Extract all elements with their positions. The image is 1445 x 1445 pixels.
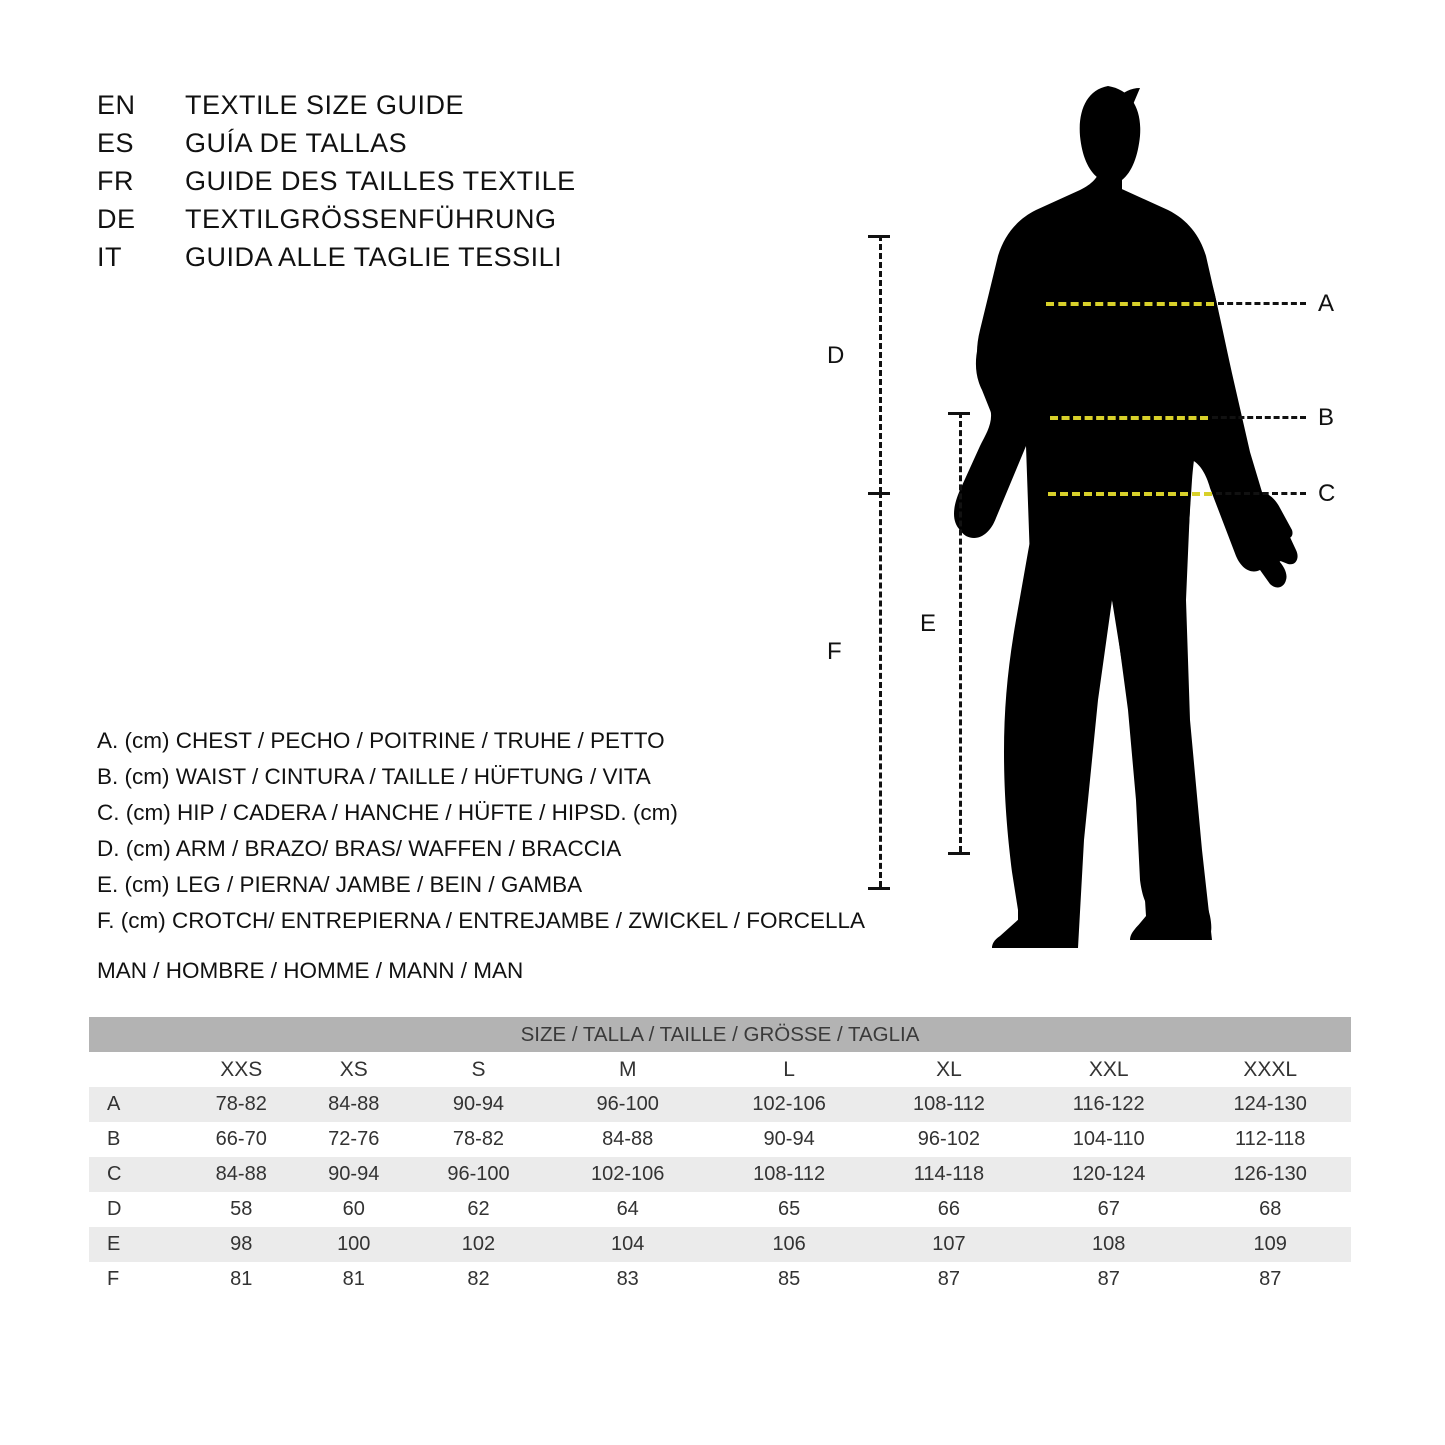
measurement-legend — [97, 723, 887, 939]
cell-f-xxxl: 87 — [1189, 1262, 1351, 1297]
cell-c-m: 102-106 — [547, 1157, 708, 1192]
cell-d-xs: 60 — [298, 1192, 411, 1227]
cell-d-m: 64 — [547, 1192, 708, 1227]
marker-label-a: A — [1318, 290, 1335, 317]
cell-c-s: 96-100 — [410, 1157, 547, 1192]
table-row — [89, 1122, 1351, 1157]
cell-b-xxl: 104-110 — [1028, 1122, 1189, 1157]
title-text-it: GUIDA ALLE TAGLIE TESSILI — [185, 242, 563, 272]
cell-e-s: 102 — [410, 1227, 547, 1262]
row-label-f: F — [89, 1262, 185, 1297]
title-text-de: TEXTILGRÖSSENFÜHRUNG — [185, 204, 557, 234]
table-header-band-label: SIZE / TALLA / TAILLE / GRÖSSE / TAGLIA — [89, 1017, 1351, 1052]
cell-c-xxxl: 126-130 — [1189, 1157, 1351, 1192]
row-label-c: C — [89, 1157, 185, 1192]
title-row — [97, 242, 717, 280]
size-header-s: S — [410, 1052, 547, 1087]
size-header-m: M — [547, 1052, 708, 1087]
cell-b-xs: 72-76 — [298, 1122, 411, 1157]
cell-f-xs: 81 — [298, 1262, 411, 1297]
row-label-d: D — [89, 1192, 185, 1227]
size-header-xxxl: XXXL — [1189, 1052, 1351, 1087]
cell-f-l: 85 — [708, 1262, 869, 1297]
figure-diagram — [827, 60, 1400, 960]
legend-item-e: E. (cm) LEG / PIERNA/ JAMBE / BEIN / GAMBA — [97, 872, 583, 897]
cell-c-xl: 114-118 — [870, 1157, 1028, 1192]
row-label-b: B — [89, 1122, 185, 1157]
cell-d-xxs: 58 — [185, 1192, 298, 1227]
leg-bracket-bottom-tick — [948, 852, 970, 855]
cell-a-s: 90-94 — [410, 1087, 547, 1122]
cell-f-xl: 87 — [870, 1262, 1028, 1297]
crotch-bracket-line — [879, 492, 882, 887]
title-lang-it: IT — [97, 242, 122, 272]
marker-label-f: F — [827, 638, 842, 665]
cell-e-xxl: 108 — [1028, 1227, 1189, 1262]
cell-f-xxl: 87 — [1028, 1262, 1189, 1297]
title-row — [97, 166, 717, 204]
title-block — [97, 90, 717, 280]
title-text-es: GUÍA DE TALLAS — [185, 128, 408, 158]
hip-measure-line — [1048, 492, 1212, 496]
cell-e-l: 106 — [708, 1227, 869, 1262]
row-label-e: E — [89, 1227, 185, 1262]
table-row — [89, 1157, 1351, 1192]
hip-leader-line — [1216, 492, 1306, 495]
size-header-xl: XL — [870, 1052, 1028, 1087]
size-header-l: L — [708, 1052, 869, 1087]
title-row — [97, 90, 717, 128]
cell-e-xxs: 98 — [185, 1227, 298, 1262]
cell-c-xxs: 84-88 — [185, 1157, 298, 1192]
legend-item-d: D. (cm) ARM / BRAZO/ BRAS/ WAFFEN / BRACCIA — [97, 836, 622, 861]
table-size-header-row — [89, 1052, 1351, 1087]
cell-b-m: 84-88 — [547, 1122, 708, 1157]
cell-b-xl: 96-102 — [870, 1122, 1028, 1157]
table-row — [89, 1227, 1351, 1262]
legend-item-f: F. (cm) CROTCH/ ENTREPIERNA / ENTREJAMBE / ZWICKEL / FORCELLA — [97, 908, 865, 933]
title-lang-de: DE — [97, 204, 136, 234]
cell-c-l: 108-112 — [708, 1157, 869, 1192]
cell-b-s: 78-82 — [410, 1122, 547, 1157]
marker-label-d: D — [827, 342, 845, 369]
cell-d-xxxl: 68 — [1189, 1192, 1351, 1227]
size-header-xxl: XXL — [1028, 1052, 1189, 1087]
title-lang-es: ES — [97, 128, 135, 158]
table-row — [89, 1087, 1351, 1122]
waist-leader-line — [1212, 416, 1306, 419]
size-header-xxs: XXS — [185, 1052, 298, 1087]
cell-b-xxxl: 112-118 — [1189, 1122, 1351, 1157]
title-text-en: TEXTILE SIZE GUIDE — [185, 90, 465, 120]
chest-leader-line — [1218, 302, 1306, 305]
legend-item-c: C. (cm) HIP / CADERA / HANCHE / HÜFTE / HIPSD. (cm) — [97, 800, 678, 825]
cell-e-xl: 107 — [870, 1227, 1028, 1262]
cell-c-xs: 90-94 — [298, 1157, 411, 1192]
cell-a-xxl: 116-122 — [1028, 1087, 1189, 1122]
cell-f-m: 83 — [547, 1262, 708, 1297]
cell-e-m: 104 — [547, 1227, 708, 1262]
cell-d-xxl: 67 — [1028, 1192, 1189, 1227]
cell-f-xxs: 81 — [185, 1262, 298, 1297]
marker-label-c: C — [1318, 480, 1336, 507]
chest-measure-line — [1046, 302, 1214, 306]
cell-e-xxxl: 109 — [1189, 1227, 1351, 1262]
row-label-a: A — [89, 1087, 185, 1122]
legend-item-b: B. (cm) WAIST / CINTURA / TAILLE / HÜFTUNG / VITA — [97, 764, 651, 789]
size-table — [89, 1017, 1351, 1297]
title-text-fr: GUIDE DES TAILLES TEXTILE — [185, 166, 576, 196]
size-header-xs: XS — [298, 1052, 411, 1087]
cell-a-xxxl: 124-130 — [1189, 1087, 1351, 1122]
cell-d-s: 62 — [410, 1192, 547, 1227]
arm-bracket-line — [879, 235, 882, 493]
waist-measure-line — [1050, 416, 1208, 420]
gender-label: MAN / HOMBRE / HOMME / MANN / MAN — [97, 958, 524, 983]
title-lang-en: EN — [97, 90, 136, 120]
title-row — [97, 204, 717, 242]
legend-item-a: A. (cm) CHEST / PECHO / POITRINE / TRUHE / PETTO — [97, 728, 665, 753]
cell-e-xs: 100 — [298, 1227, 411, 1262]
size-header-blank — [89, 1052, 185, 1087]
crotch-bracket-bottom-tick — [868, 887, 890, 890]
cell-f-s: 82 — [410, 1262, 547, 1297]
cell-a-l: 102-106 — [708, 1087, 869, 1122]
cell-c-xxl: 120-124 — [1028, 1157, 1189, 1192]
cell-b-xxs: 66-70 — [185, 1122, 298, 1157]
table-header-band — [89, 1017, 1351, 1052]
marker-label-e: E — [920, 610, 937, 637]
leg-bracket-line — [959, 412, 962, 852]
cell-a-xs: 84-88 — [298, 1087, 411, 1122]
table-row — [89, 1262, 1351, 1297]
table-row — [89, 1192, 1351, 1227]
cell-a-xl: 108-112 — [870, 1087, 1028, 1122]
title-lang-fr: FR — [97, 166, 134, 196]
title-row — [97, 128, 717, 166]
cell-a-xxs: 78-82 — [185, 1087, 298, 1122]
cell-b-l: 90-94 — [708, 1122, 869, 1157]
marker-label-b: B — [1318, 404, 1335, 431]
cell-a-m: 96-100 — [547, 1087, 708, 1122]
cell-d-l: 65 — [708, 1192, 869, 1227]
man-silhouette-icon — [840, 60, 1400, 960]
cell-d-xl: 66 — [870, 1192, 1028, 1227]
